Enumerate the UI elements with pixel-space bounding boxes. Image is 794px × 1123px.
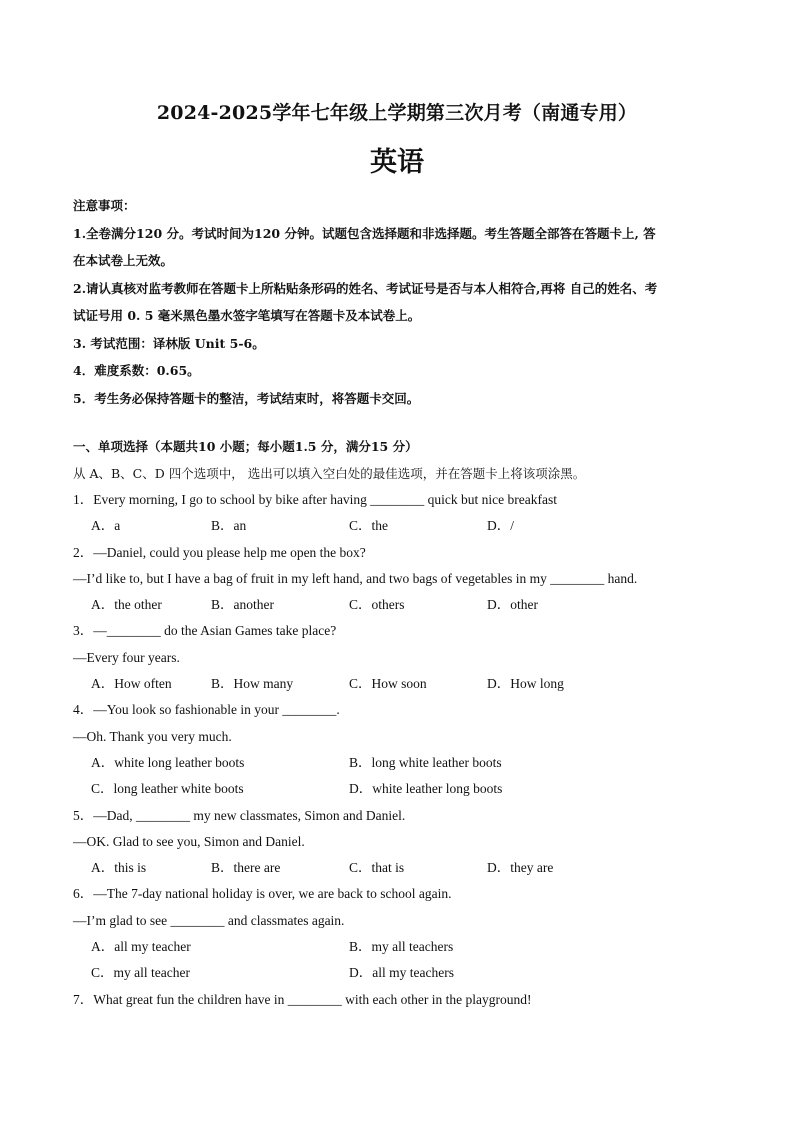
question-1 bbox=[73, 487, 733, 540]
question-text: 6．—The 7-day national holiday is over, we are back to school again. bbox=[73, 886, 452, 902]
answer-option: C．others bbox=[349, 597, 405, 613]
option-row bbox=[73, 960, 733, 986]
answer-option: D．they are bbox=[487, 860, 554, 876]
question-list bbox=[73, 487, 733, 1013]
answer-option: C．that is bbox=[349, 860, 405, 876]
question-text: 4．—You look so fashionable in your ________. bbox=[73, 702, 340, 718]
question-text: —OK. Glad to see you, Simon and Daniel. bbox=[73, 833, 305, 849]
question-2 bbox=[73, 540, 733, 619]
answer-option: D．How long bbox=[487, 676, 564, 692]
answer-option: A．How often bbox=[91, 676, 172, 692]
option-row bbox=[73, 592, 733, 618]
question-text: 2．—Daniel, could you please help me open the box? bbox=[73, 544, 366, 560]
answer-option: B．How many bbox=[211, 676, 294, 692]
answer-option: A．a bbox=[91, 518, 121, 534]
question-text: —I’d like to, but I have a bag of fruit in my left hand, and two bags of vegetables in my ________ hand. bbox=[73, 570, 638, 586]
section-heading: 一、单项选择（本题共10 小题；每小题1.5 分，满分15 分） bbox=[73, 439, 418, 454]
section-header bbox=[73, 434, 733, 487]
answer-option: D．/ bbox=[487, 518, 514, 534]
notes-line: 2.请认真核对监考教师在答题卡上所粘贴条形码的姓名、考试证号是否与本人相符合,再将 自己的姓名、考 bbox=[73, 280, 658, 296]
answer-option: D．white leather long boots bbox=[349, 781, 503, 797]
answer-option: A．white long leather boots bbox=[91, 754, 245, 770]
answer-option: C．How soon bbox=[349, 676, 427, 692]
answer-option: C．the bbox=[349, 518, 388, 534]
question-text: —Oh. Thank you very much. bbox=[73, 728, 232, 744]
answer-option: C．long leather white boots bbox=[91, 781, 244, 797]
answer-option: B．my all teachers bbox=[349, 939, 454, 955]
question-text: —I’m glad to see ________ and classmates again. bbox=[73, 912, 345, 928]
section-instruction: 从 A、B、C、D 四个选项中， 选出可以填入空白处的最佳选项，并在答题卡上将该项涂黑。 bbox=[73, 465, 586, 481]
option-row bbox=[73, 934, 733, 960]
answer-option: A．the other bbox=[91, 597, 162, 613]
question-3 bbox=[73, 618, 733, 697]
answer-option: D．other bbox=[487, 597, 538, 613]
answer-option: A．all my teacher bbox=[91, 939, 191, 955]
notes-block bbox=[73, 192, 728, 412]
question-text: 7．What great fun the children have in ________ with each other in the playground! bbox=[73, 991, 532, 1007]
question-6 bbox=[73, 881, 733, 986]
answer-option: C．my all teacher bbox=[91, 965, 190, 981]
notes-line: 试证号用 0. 5 毫米黑色墨水签字笔填写在答题卡及本试卷上。 bbox=[73, 308, 421, 323]
option-row bbox=[73, 776, 733, 802]
question-text: 1．Every morning, I go to school by bike after having ________ quick but nice breakfast bbox=[73, 492, 558, 507]
notes-line: 在本试卷上无效。 bbox=[73, 253, 174, 268]
question-5 bbox=[73, 803, 733, 882]
question-text: —Every four years. bbox=[73, 649, 180, 665]
notes-line: 4．难度系数：0.65。 bbox=[73, 363, 200, 378]
notes-line: 5．考生务必保持答题卡的整洁，考试结束时，将答题卡交回。 bbox=[73, 390, 420, 406]
subject-title: 英语 bbox=[370, 147, 424, 178]
option-row bbox=[73, 750, 733, 776]
notes-line: 1.全卷满分120 分。考试时间为120 分钟。试题包含选择题和非选择题。考生答题全部答在答题卡上, 答 bbox=[73, 225, 656, 241]
option-row bbox=[73, 855, 733, 881]
option-row bbox=[73, 671, 733, 697]
question-text: 3．—________ do the Asian Games take place? bbox=[73, 623, 337, 639]
notes-line: 3. 考试范围：译林版 Unit 5-6。 bbox=[73, 335, 265, 351]
question-text: 5．—Dad, ________ my new classmates, Simon and Daniel. bbox=[73, 807, 406, 823]
answer-option: B．there are bbox=[211, 860, 281, 876]
answer-option: B．long white leather boots bbox=[349, 754, 502, 770]
answer-option: D．all my teachers bbox=[349, 965, 454, 981]
question-7 bbox=[73, 987, 733, 1013]
option-row bbox=[73, 513, 733, 539]
question-4 bbox=[73, 697, 733, 802]
exam-title: 2024-2025学年七年级上学期第三次月考（南通专用） bbox=[156, 102, 638, 124]
answer-option: B．an bbox=[211, 518, 247, 534]
notes-heading: 注意事项： bbox=[73, 198, 136, 213]
answer-option: B．another bbox=[211, 597, 274, 613]
answer-option: A．this is bbox=[91, 860, 147, 876]
